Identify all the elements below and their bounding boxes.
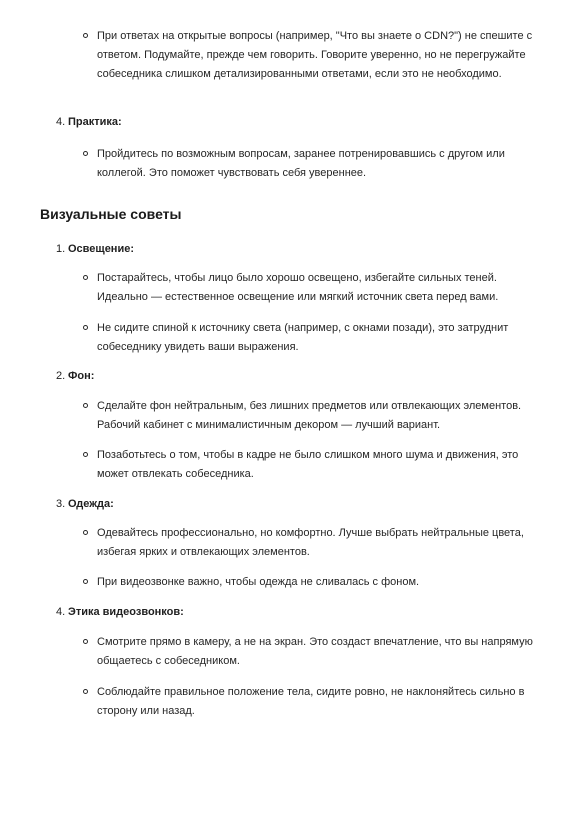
bullet-clothing-1: Одевайтесь профессионально, но комфортно. Лучше выбрать нейтральные цвета, избегая ярких и отвлекающих элементов. (97, 524, 543, 562)
list-number: 2. (56, 370, 66, 382)
list-item-title: Одежда: (68, 498, 114, 510)
list-number: 1. (56, 243, 66, 255)
list-item-title: Фон: (68, 370, 95, 382)
list-item-title: Этика видеозвонков: (68, 606, 184, 618)
list-number: 3. (56, 498, 66, 510)
bullet-clothing-2: При видеозвонке важно, чтобы одежда не сливалась с фоном. (97, 573, 543, 592)
bullet-practice: Пройдитесь по возможным вопросам, заранее потренировавшись с другом или коллегой. Это поможет чувствовать себя увереннее. (97, 145, 543, 183)
bullet-etiquette-2: Соблюдайте правильное положение тела, сидите ровно, не наклоняйтесь сильно в сторону или назад. (97, 683, 543, 721)
list-item-title: Освещение: (68, 243, 134, 255)
list-item-etiquette-heading (56, 603, 184, 621)
list-item-background-heading (56, 367, 94, 385)
bullet-lighting-2: Не сидите спиной к источнику света (например, с окнами позади), это затруднит собеседнику увидеть ваши выражения. (97, 319, 543, 357)
list-item-practice-heading (56, 113, 122, 131)
list-item-lighting-heading (56, 240, 134, 258)
list-item-title: Практика: (68, 116, 122, 128)
list-item-clothing-heading (56, 495, 114, 513)
list-number: 4. (56, 116, 66, 128)
bullet-background-1: Сделайте фон нейтральным, без лишних предметов или отвлекающих элементов. Рабочий кабинет с минималистичным декором — лучший вариант. (97, 397, 543, 435)
bullet-lighting-1: Постарайтесь, чтобы лицо было хорошо освещено, избегайте сильных теней. Идеально — естественное освещение или мягкий источник света перед вами. (97, 269, 543, 307)
bullet-background-2: Позаботьтесь о том, чтобы в кадре не было слишком много шума и движения, это может отвлекать собеседника. (97, 446, 543, 484)
bullet-etiquette-1: Смотрите прямо в камеру, а не на экран. Это создаст впечатление, что вы напрямую общаетесь с собеседником. (97, 633, 543, 671)
list-number: 4. (56, 606, 66, 618)
bullet-open-questions: При ответах на открытые вопросы (например, "Что вы знаете о CDN?") не спешите с ответом. Подумайте, прежде чем говорить. Говорите уверенно, но не перегружайте собеседника слишком детализированными ответами, если это не необходимо. (97, 27, 543, 84)
section-heading-visual-tips: Визуальные советы (40, 206, 182, 222)
